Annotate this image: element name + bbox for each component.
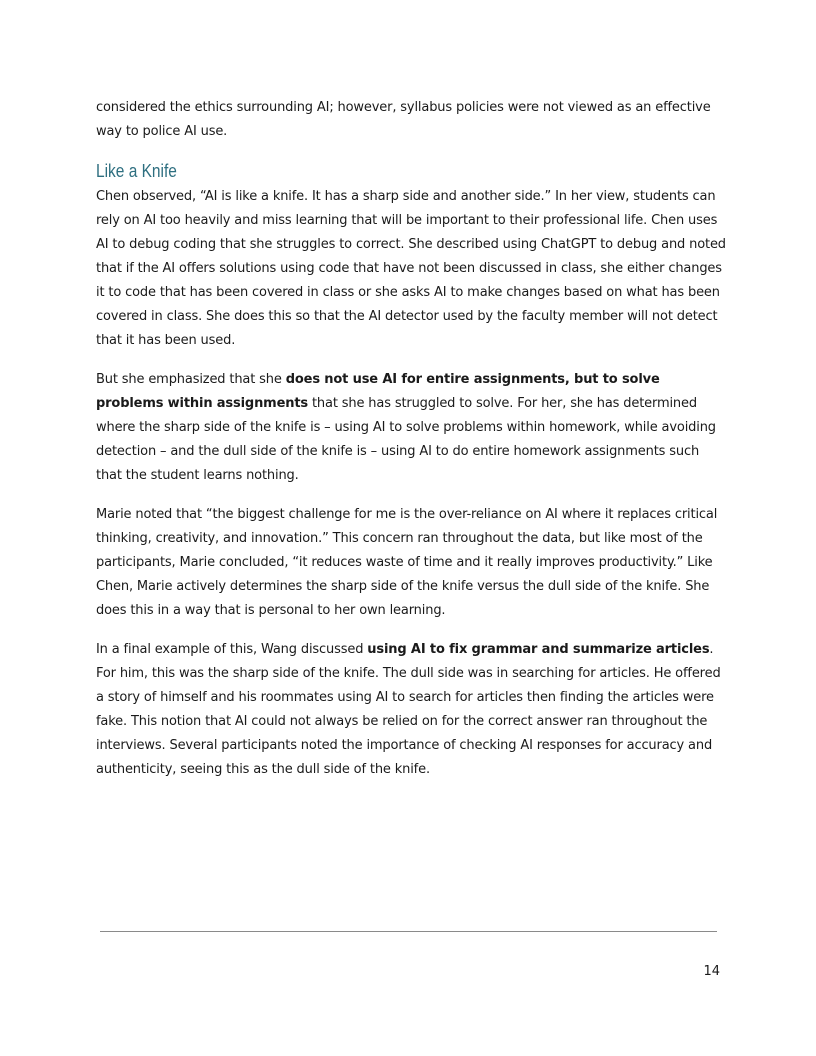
paragraph-text: But she emphasized that she xyxy=(96,372,286,387)
page-number: 14 xyxy=(703,964,720,979)
page-body xyxy=(96,96,728,797)
footer-divider xyxy=(100,931,717,932)
section-heading: Like a Knife xyxy=(96,161,177,181)
paragraph-marie: Marie noted that “the biggest challenge for me is the over-reliance on AI where it replaces critical thinking, creativity, and innovation.” This concern ran throughout the data, but like most of the participants, Marie concluded, “it reduces waste of time and it really improves productivity.” Like Chen, Marie actively determines the sharp side of the knife versus the dull side of the knife. She does this in a way that is personal to her own learning. xyxy=(96,507,718,618)
intro-paragraph: considered the ethics surrounding AI; however, syllabus policies were not viewed as an effective way to police AI use. xyxy=(96,100,711,139)
bold-text: does not use AI for entire assignments, but to solve problems within assignments xyxy=(96,372,660,411)
paragraph-text: In a final example of this, Wang discussed xyxy=(96,642,368,657)
paragraph-text: . For him, this was the sharp side of the knife. The dull side was in searching for articles. He offered a story of himself and his roommates using AI to search for articles then finding the articles were fake. This notion that AI could not always be relied on for the correct answer ran throughout the interviews. Several participants noted the importance of checking AI responses for accuracy and authenticity, seeing this as the dull side of the knife. xyxy=(96,642,721,777)
bold-text: using AI to fix grammar and summarize articles xyxy=(367,642,710,657)
paragraph-text: that she has struggled to solve. For her, she has determined where the sharp side of the knife is – using AI to solve problems within homework, while avoiding detection – and the dull side of the knife is – using AI to do entire homework assignments such that the student learns nothing. xyxy=(96,396,716,483)
paragraph-chen-knife: Chen observed, “AI is like a knife. It has a sharp side and another side.” In her view, students can rely on AI too heavily and miss learning that will be important to their professional life. Chen uses AI to debug coding that she struggles to correct. She described using ChatGPT to debug and noted that if the AI offers solutions using code that have not been discussed in class, she either changes it to code that has been covered in class or she asks AI to make changes based on what has been covered in class. She does this so that the AI detector used by the faculty member will not detect that it has been used. xyxy=(96,189,726,348)
paragraph-chen-emphasis xyxy=(96,368,728,488)
paragraph-wang xyxy=(96,638,728,782)
